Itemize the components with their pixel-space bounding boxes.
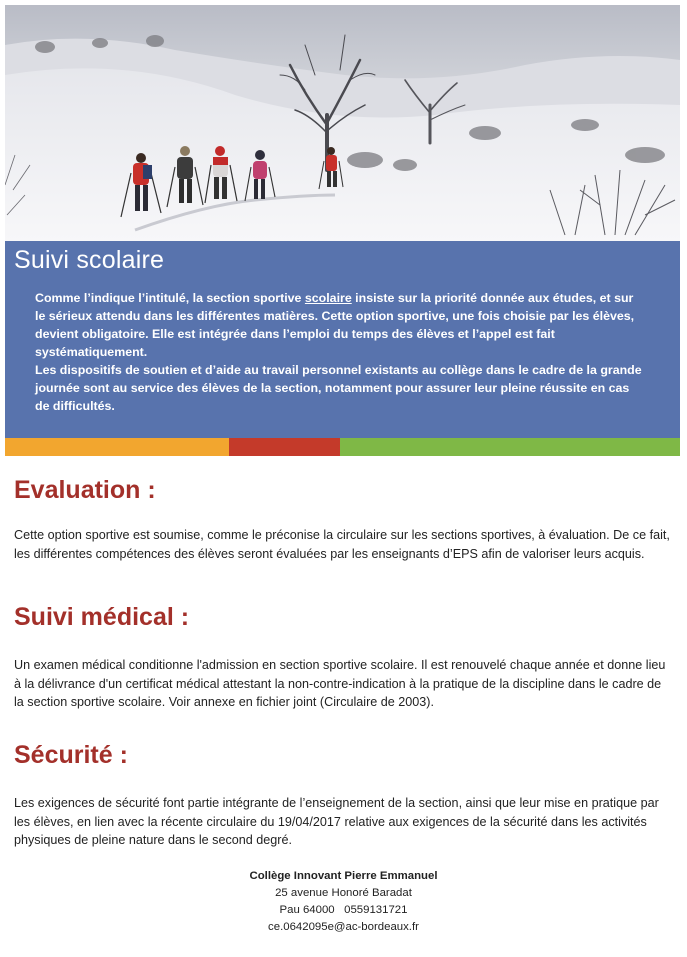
stripe-red [229,438,340,456]
college-city-phone: Pau 64000 0559131721 [279,904,408,916]
hero-photo [5,5,680,241]
college-email[interactable]: ce.0642095e@ac-bordeaux.fr [268,921,419,933]
college-address: 25 avenue Honoré Baradat [275,887,412,899]
p1-after: insiste sur la priorité donnée aux études, et sur le sérieux attendu dans les différentes matières. Cette option sportive, une fois choisie par les élèves, devient obligatoire. Elle est intégrée dans l’emploi du temps des élèves et l’appel est fait systématiquement. [35,291,635,359]
suivi-scolaire-title: Suivi scolaire [14,246,165,274]
stripe-orange [5,438,229,456]
suivi-scolaire-text [35,289,647,415]
suivi-scolaire-paragraph-1 [35,289,647,361]
suivi-medical-heading: Suivi médical : [14,603,190,631]
securite-heading: Sécurité : [14,741,128,769]
stripe-green [340,438,680,456]
suivi-scolaire-panel [5,241,680,438]
evaluation-heading: Evaluation : [14,476,156,504]
footer [0,868,687,936]
securite-text: Les exigences de sécurité font partie intégrante de l’enseignement de la section, ainsi que leur mise en pratique par les élèves, en lien avec la récente circulaire du 19/04/2017 relative aux exigences de la sécurité dans les activités physiques de pleine nature dans le second degré. [14,796,659,847]
scolaire-link[interactable]: scolaire [304,291,352,305]
evaluation-text: Cette option sportive est soumise, comme le préconise la circulaire sur les sections sportives, à évaluation. De ce fait, les différentes compétences des élèves seront évaluées par les enseignants d’EPS afin de valoriser leurs acquis. [14,528,670,561]
college-name: Collège Innovant Pierre Emmanuel [249,870,438,882]
snowshoe-hikers-photo-icon [5,5,680,241]
suivi-medical-text: Un examen médical conditionne l'admission en section sportive scolaire. Il est renouvelé chaque année et donne lieu à la délivrance d'un certificat médical attestant la non-contre-indication à la pratique de la discipline dans le cadre de la section sportive scolaire. Voir annexe en fichier joint (Circulaire de 2003). [14,658,666,709]
p1-before: Comme l’indique l’intitulé, la section sportive [35,291,305,305]
suivi-scolaire-paragraph-2: Les dispositifs de soutien et d’aide au travail personnel existants au collège dans le cadre de la grande journée sont au service des élèves de la section, notamment pour assurer leur pleine réussite en cas de difficultés. [35,363,642,413]
